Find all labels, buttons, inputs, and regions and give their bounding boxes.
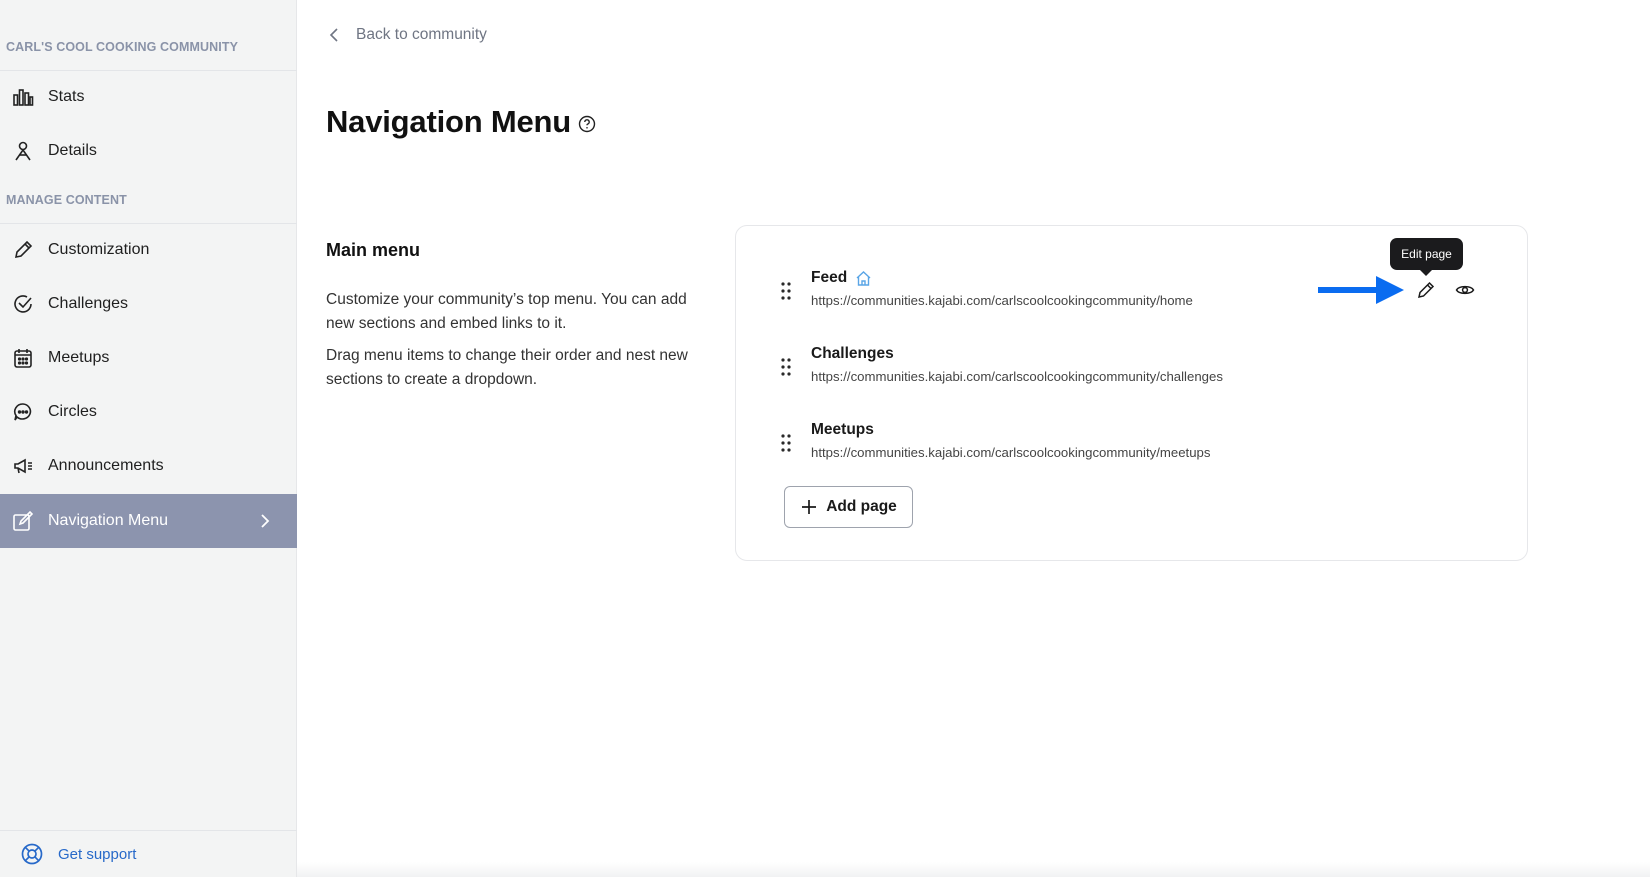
menu-item-row[interactable] <box>736 421 1527 481</box>
drag-handle-icon[interactable] <box>780 433 792 453</box>
sidebar-item-details[interactable] <box>0 124 297 178</box>
help-icon[interactable] <box>578 115 596 133</box>
main-menu-description: Drag menu items to change their order and nest new sections to create a dropdown. <box>326 347 688 388</box>
page-title: Navigation Menu <box>326 104 572 139</box>
lifebuoy-icon <box>20 842 44 866</box>
sidebar <box>0 0 297 877</box>
drag-handle-icon[interactable] <box>780 357 792 377</box>
add-page-label: Add page <box>826 498 897 515</box>
sidebar-item-label: Circles <box>48 403 97 420</box>
menu-items-card <box>735 225 1528 561</box>
back-label: Back to community <box>356 26 487 43</box>
get-support-link[interactable] <box>0 830 297 877</box>
sidebar-item-customization[interactable] <box>0 223 297 277</box>
sidebar-item-announcements[interactable] <box>0 439 297 493</box>
manage-content-label: MANAGE CONTENT <box>6 193 127 207</box>
add-page-button[interactable] <box>784 486 913 528</box>
sidebar-item-label: Customization <box>48 241 150 258</box>
drag-handle-icon[interactable] <box>780 281 792 301</box>
menu-item-title: Meetups <box>811 421 874 438</box>
arrow-annotation-icon <box>1318 275 1404 305</box>
megaphone-icon <box>12 455 34 477</box>
bar-chart-icon <box>12 86 34 108</box>
chat-bubble-icon <box>12 401 34 423</box>
sidebar-item-meetups[interactable] <box>0 331 297 385</box>
edit-page-tooltip: Edit page <box>1390 238 1463 270</box>
main-menu-description: Customize your community’s top menu. You can add new sections and embed links to it. <box>326 291 687 332</box>
sidebar-item-label: Announcements <box>48 457 164 474</box>
edit-square-icon <box>12 510 34 532</box>
get-support-label: Get support <box>58 845 137 863</box>
chevron-right-icon <box>255 511 275 531</box>
main-menu-title: Main menu <box>326 240 421 260</box>
menu-item-title <box>811 269 872 287</box>
eye-icon[interactable] <box>1455 280 1475 300</box>
bottom-edge <box>297 862 1650 877</box>
sidebar-item-circles[interactable] <box>0 385 297 439</box>
sidebar-item-label: Challenges <box>48 295 129 312</box>
sidebar-item-navigation-menu[interactable] <box>0 494 297 548</box>
sidebar-item-challenges[interactable] <box>0 277 297 331</box>
check-circle-icon <box>12 293 34 315</box>
sidebar-item-stats[interactable] <box>0 70 297 124</box>
home-icon <box>855 270 872 287</box>
sidebar-item-label: Details <box>48 142 97 159</box>
menu-item-row[interactable] <box>736 345 1527 405</box>
sidebar-item-label: Meetups <box>48 349 110 366</box>
people-icon <box>12 140 34 162</box>
menu-item-url: https://communities.kajabi.com/carlscoolcookingcommunity/challenges <box>811 369 1223 384</box>
menu-item-row[interactable] <box>736 269 1527 329</box>
menu-item-url: https://communities.kajabi.com/carlscoolcookingcommunity/meetups <box>811 445 1211 460</box>
menu-item-title-text: Feed <box>811 269 848 286</box>
community-name: CARL'S COOL COOKING COMMUNITY <box>6 40 239 54</box>
menu-item-title: Challenges <box>811 345 894 362</box>
plus-icon <box>800 498 818 516</box>
calendar-icon <box>12 347 34 369</box>
back-to-community-link[interactable] <box>326 26 487 44</box>
sidebar-item-label: Navigation Menu <box>48 512 169 529</box>
chevron-left-icon <box>326 26 344 44</box>
pencil-icon[interactable] <box>1416 280 1436 300</box>
pencil-icon <box>12 239 34 261</box>
sidebar-item-label: Stats <box>48 88 85 105</box>
menu-item-url: https://communities.kajabi.com/carlscoolcookingcommunity/home <box>811 293 1193 308</box>
